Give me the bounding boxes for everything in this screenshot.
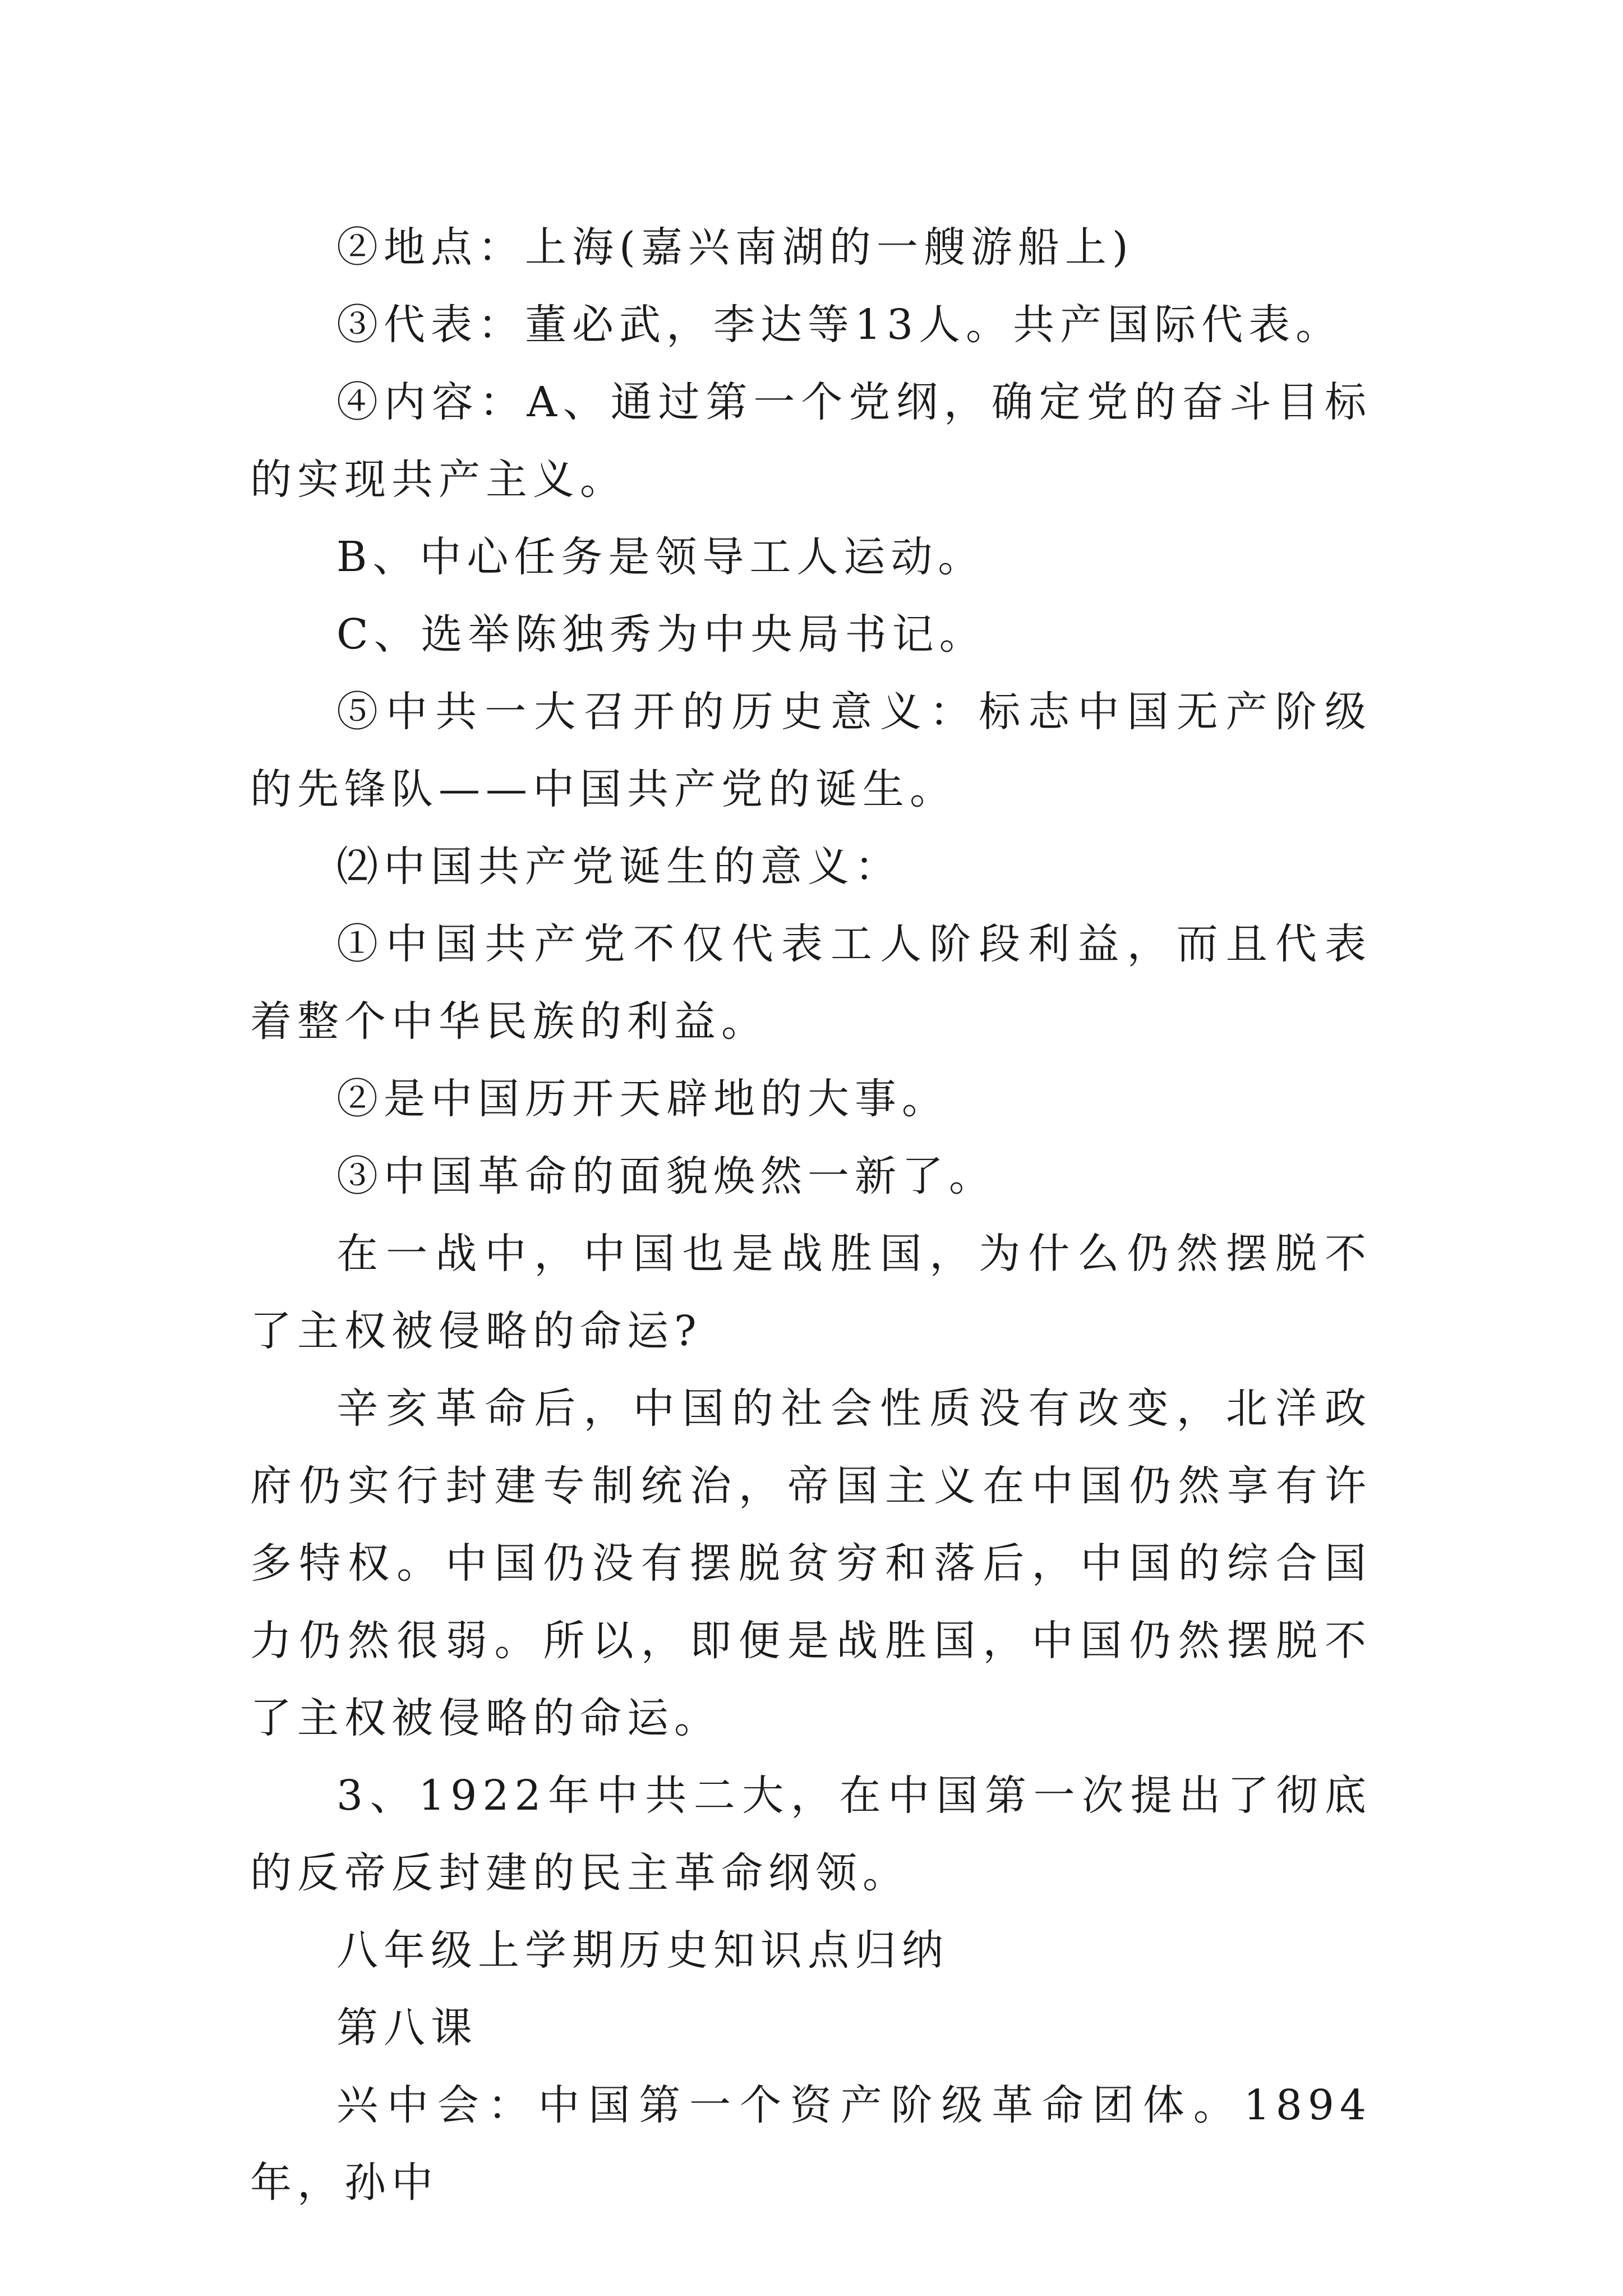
paragraph-xingzhonghui: 兴中会：中国第一个资产阶级革命团体。1894年，孙中 (250, 2081, 1372, 2207)
document-body (250, 209, 1372, 2221)
paragraph-content: ④内容：A、通过第一个党纲，确定党的奋斗目标的实现共产主义。 (250, 378, 1372, 504)
paragraph-second-congress: 3、1922年中共二大，在中国第一次提出了彻底的反帝反封建的民主革命纲领。 (250, 1772, 1372, 1897)
paragraph-lesson-eight: 第八课 (336, 2004, 478, 2052)
paragraph-historical-significance: ⑤中共一大召开的历史意义：标志中国无产阶级的先锋队——中国共产党的诞生。 (250, 688, 1372, 813)
paragraph-new-look: ③中国革命的面貌焕然一新了。 (336, 1152, 996, 1200)
paragraph-election: C、选举陈独秀为中央局书记。 (336, 610, 986, 659)
paragraph-section-title: 八年级上学期历史知识点归纳 (336, 1926, 949, 1975)
paragraph-party-birth-heading: ⑵中国共产党诞生的意义： (336, 843, 902, 891)
paragraph-location: ②地点：上海(嘉兴南湖的一艘游船上) (336, 223, 1134, 272)
paragraph-answer: 辛亥革命后，中国的社会性质没有改变，北洋政府仍实行封建专制统治，帝国主义在中国仍然享有许多特权。中国仍没有摆脱贫穷和落后，中国的综合国力仍然很弱。所以，即便是战胜国，中国仍然摆脱不了主权被侵略的命运。 (250, 1384, 1372, 1742)
paragraph-delegates: ③代表：董必武，李达等13人。共产国际代表。 (336, 301, 1343, 349)
paragraph-central-task: B、中心任务是领导工人运动。 (336, 533, 985, 581)
paragraph-epoch-event: ②是中国历开天辟地的大事。 (336, 1075, 949, 1123)
paragraph-question: 在一战中，中国也是战胜国，为什么仍然摆脱不了主权被侵略的命运? (250, 1230, 1372, 1355)
paragraph-represents-nation: ①中国共产党不仅代表工人阶段利益，而且代表着整个中华民族的利益。 (250, 920, 1372, 1046)
